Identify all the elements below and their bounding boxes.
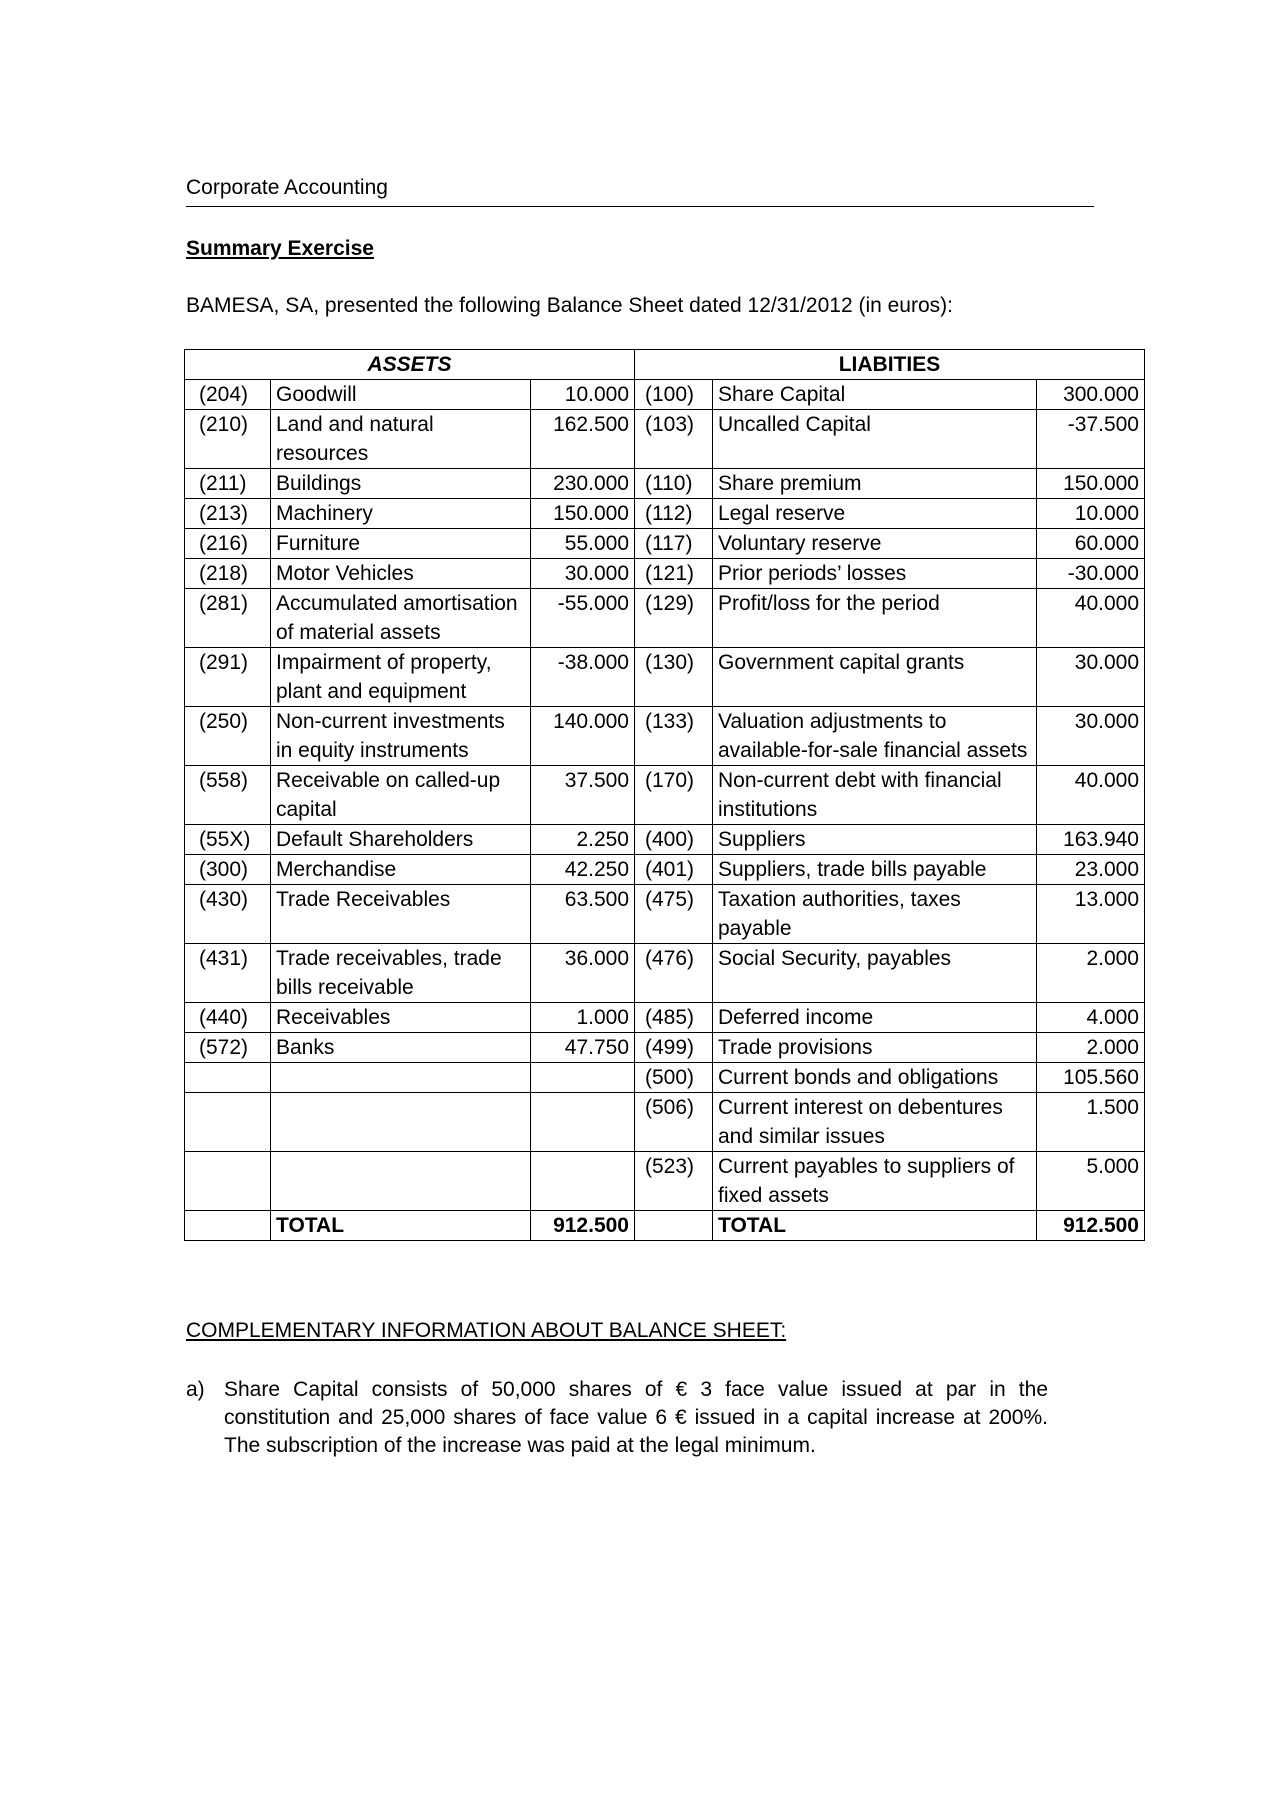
asset-label bbox=[271, 1063, 531, 1093]
liability-label: Trade provisions bbox=[713, 1033, 1037, 1063]
page-header: Corporate Accounting bbox=[186, 176, 1094, 207]
asset-label: Land and natural resources bbox=[271, 410, 531, 469]
table-row bbox=[185, 648, 1145, 707]
asset-code: (210) bbox=[185, 410, 271, 469]
asset-label bbox=[271, 1152, 531, 1211]
liability-value: 13.000 bbox=[1037, 885, 1145, 944]
asset-label: Furniture bbox=[271, 529, 531, 559]
table-row bbox=[185, 766, 1145, 825]
table-row bbox=[185, 469, 1145, 499]
asset-value: 47.750 bbox=[531, 1033, 635, 1063]
liability-code: (523) bbox=[635, 1152, 713, 1211]
asset-value bbox=[531, 1093, 635, 1152]
asset-code: (558) bbox=[185, 766, 271, 825]
asset-value: 36.000 bbox=[531, 944, 635, 1003]
table-row bbox=[185, 855, 1145, 885]
liability-code: (499) bbox=[635, 1033, 713, 1063]
asset-value: 30.000 bbox=[531, 559, 635, 589]
asset-value: -38.000 bbox=[531, 648, 635, 707]
table-row bbox=[185, 1033, 1145, 1063]
liability-code: (112) bbox=[635, 499, 713, 529]
liability-code: (110) bbox=[635, 469, 713, 499]
asset-value: 2.250 bbox=[531, 825, 635, 855]
liability-label: Share Capital bbox=[713, 380, 1037, 410]
liability-code: (475) bbox=[635, 885, 713, 944]
liability-code: (130) bbox=[635, 648, 713, 707]
asset-label: Receivables bbox=[271, 1003, 531, 1033]
liability-code: (100) bbox=[635, 380, 713, 410]
total-liabilities-value: 912.500 bbox=[1037, 1211, 1145, 1241]
asset-value: 37.500 bbox=[531, 766, 635, 825]
table-header-row bbox=[185, 350, 1145, 380]
complementary-info-title: COMPLEMENTARY INFORMATION ABOUT BALANCE SHEET: bbox=[186, 1319, 787, 1342]
liability-label: Uncalled Capital bbox=[713, 410, 1037, 469]
liability-label: Suppliers bbox=[713, 825, 1037, 855]
asset-label: Motor Vehicles bbox=[271, 559, 531, 589]
asset-value: 150.000 bbox=[531, 499, 635, 529]
liability-code: (129) bbox=[635, 589, 713, 648]
total-row bbox=[185, 1211, 1145, 1241]
liability-label: Prior periods’ losses bbox=[713, 559, 1037, 589]
liability-value: 40.000 bbox=[1037, 589, 1145, 648]
note-item bbox=[186, 1376, 1048, 1460]
liability-label: Non-current debt with financial institutions bbox=[713, 766, 1037, 825]
asset-value: 140.000 bbox=[531, 707, 635, 766]
liability-value: 105.560 bbox=[1037, 1063, 1145, 1093]
asset-value: 1.000 bbox=[531, 1003, 635, 1033]
total-assets-label: TOTAL bbox=[271, 1211, 531, 1241]
asset-value: 55.000 bbox=[531, 529, 635, 559]
table-row bbox=[185, 589, 1145, 648]
asset-label bbox=[271, 1093, 531, 1152]
asset-code: (431) bbox=[185, 944, 271, 1003]
balance-sheet-table bbox=[184, 349, 1145, 1241]
liability-label: Valuation adjustments to available-for-sale financial assets bbox=[713, 707, 1037, 766]
asset-label: Merchandise bbox=[271, 855, 531, 885]
liability-code: (400) bbox=[635, 825, 713, 855]
asset-code: (430) bbox=[185, 885, 271, 944]
table-row bbox=[185, 1003, 1145, 1033]
table-row bbox=[185, 499, 1145, 529]
asset-code: (250) bbox=[185, 707, 271, 766]
asset-code bbox=[185, 1152, 271, 1211]
asset-label: Machinery bbox=[271, 499, 531, 529]
liability-code: (506) bbox=[635, 1093, 713, 1152]
total-blank bbox=[185, 1211, 271, 1241]
liability-code: (121) bbox=[635, 559, 713, 589]
table-row bbox=[185, 559, 1145, 589]
liability-label: Voluntary reserve bbox=[713, 529, 1037, 559]
liability-value: 30.000 bbox=[1037, 707, 1145, 766]
asset-code: (216) bbox=[185, 529, 271, 559]
liability-value: 60.000 bbox=[1037, 529, 1145, 559]
asset-code: (204) bbox=[185, 380, 271, 410]
asset-label: Banks bbox=[271, 1033, 531, 1063]
total-assets-value: 912.500 bbox=[531, 1211, 635, 1241]
liability-value: 150.000 bbox=[1037, 469, 1145, 499]
liability-value: -37.500 bbox=[1037, 410, 1145, 469]
asset-value: -55.000 bbox=[531, 589, 635, 648]
liability-value: 4.000 bbox=[1037, 1003, 1145, 1033]
asset-code: (211) bbox=[185, 469, 271, 499]
liability-label: Current interest on debentures and similar issues bbox=[713, 1093, 1037, 1152]
total-liabilities-label: TOTAL bbox=[713, 1211, 1037, 1241]
liability-code: (485) bbox=[635, 1003, 713, 1033]
asset-value: 10.000 bbox=[531, 380, 635, 410]
asset-code bbox=[185, 1093, 271, 1152]
liability-label: Current payables to suppliers of fixed assets bbox=[713, 1152, 1037, 1211]
asset-value: 42.250 bbox=[531, 855, 635, 885]
total-blank bbox=[635, 1211, 713, 1241]
liability-code: (117) bbox=[635, 529, 713, 559]
intro-text: BAMESA, SA, presented the following Balance Sheet dated 12/31/2012 (in euros): bbox=[186, 294, 953, 317]
asset-label: Default Shareholders bbox=[271, 825, 531, 855]
asset-label: Non-current investments in equity instruments bbox=[271, 707, 531, 766]
note-text: Share Capital consists of 50,000 shares of € 3 face value issued at par in the constitution and 25,000 shares of face value 6 € issued in a capital increase at 200%. The subscription of the increase was paid at the legal minimum. bbox=[224, 1378, 1048, 1457]
asset-label: Receivable on called-up capital bbox=[271, 766, 531, 825]
liability-value: 30.000 bbox=[1037, 648, 1145, 707]
asset-label: Trade Receivables bbox=[271, 885, 531, 944]
asset-code: (291) bbox=[185, 648, 271, 707]
liability-label: Government capital grants bbox=[713, 648, 1037, 707]
liability-label: Current bonds and obligations bbox=[713, 1063, 1037, 1093]
asset-label: Trade receivables, trade bills receivable bbox=[271, 944, 531, 1003]
liability-code: (476) bbox=[635, 944, 713, 1003]
table-row bbox=[185, 885, 1145, 944]
asset-value: 162.500 bbox=[531, 410, 635, 469]
liability-value: 163.940 bbox=[1037, 825, 1145, 855]
asset-label: Accumulated amortisation of material assets bbox=[271, 589, 531, 648]
liability-code: (500) bbox=[635, 1063, 713, 1093]
liability-code: (170) bbox=[635, 766, 713, 825]
asset-code: (440) bbox=[185, 1003, 271, 1033]
liability-code: (103) bbox=[635, 410, 713, 469]
table-row bbox=[185, 1063, 1145, 1093]
liability-label: Profit/loss for the period bbox=[713, 589, 1037, 648]
section-title: Summary Exercise bbox=[186, 237, 374, 260]
table-row bbox=[185, 944, 1145, 1003]
table-row bbox=[185, 380, 1145, 410]
liability-label: Deferred income bbox=[713, 1003, 1037, 1033]
asset-value: 230.000 bbox=[531, 469, 635, 499]
liability-value: 10.000 bbox=[1037, 499, 1145, 529]
note-marker: a) bbox=[186, 1378, 205, 1401]
liability-value: 23.000 bbox=[1037, 855, 1145, 885]
asset-code: (55X) bbox=[185, 825, 271, 855]
table-row bbox=[185, 707, 1145, 766]
asset-value bbox=[531, 1063, 635, 1093]
asset-code: (281) bbox=[185, 589, 271, 648]
asset-code bbox=[185, 1063, 271, 1093]
asset-code: (213) bbox=[185, 499, 271, 529]
asset-label: Impairment of property, plant and equipment bbox=[271, 648, 531, 707]
table-row bbox=[185, 529, 1145, 559]
liabilities-heading: LIABITIES bbox=[635, 350, 1145, 380]
liability-value: 300.000 bbox=[1037, 380, 1145, 410]
table-row bbox=[185, 410, 1145, 469]
assets-heading: ASSETS bbox=[185, 350, 635, 380]
liability-label: Share premium bbox=[713, 469, 1037, 499]
asset-code: (218) bbox=[185, 559, 271, 589]
asset-label: Goodwill bbox=[271, 380, 531, 410]
liability-code: (133) bbox=[635, 707, 713, 766]
asset-code: (300) bbox=[185, 855, 271, 885]
asset-value bbox=[531, 1152, 635, 1211]
liability-value: 1.500 bbox=[1037, 1093, 1145, 1152]
table-row bbox=[185, 825, 1145, 855]
table-row bbox=[185, 1093, 1145, 1152]
liability-value: 40.000 bbox=[1037, 766, 1145, 825]
liability-value: 5.000 bbox=[1037, 1152, 1145, 1211]
table-row bbox=[185, 1152, 1145, 1211]
liability-value: 2.000 bbox=[1037, 944, 1145, 1003]
liability-label: Suppliers, trade bills payable bbox=[713, 855, 1037, 885]
liability-label: Social Security, payables bbox=[713, 944, 1037, 1003]
liability-label: Legal reserve bbox=[713, 499, 1037, 529]
asset-code: (572) bbox=[185, 1033, 271, 1063]
asset-label: Buildings bbox=[271, 469, 531, 499]
asset-value: 63.500 bbox=[531, 885, 635, 944]
liability-value: 2.000 bbox=[1037, 1033, 1145, 1063]
liability-code: (401) bbox=[635, 855, 713, 885]
liability-label: Taxation authorities, taxes payable bbox=[713, 885, 1037, 944]
liability-value: -30.000 bbox=[1037, 559, 1145, 589]
